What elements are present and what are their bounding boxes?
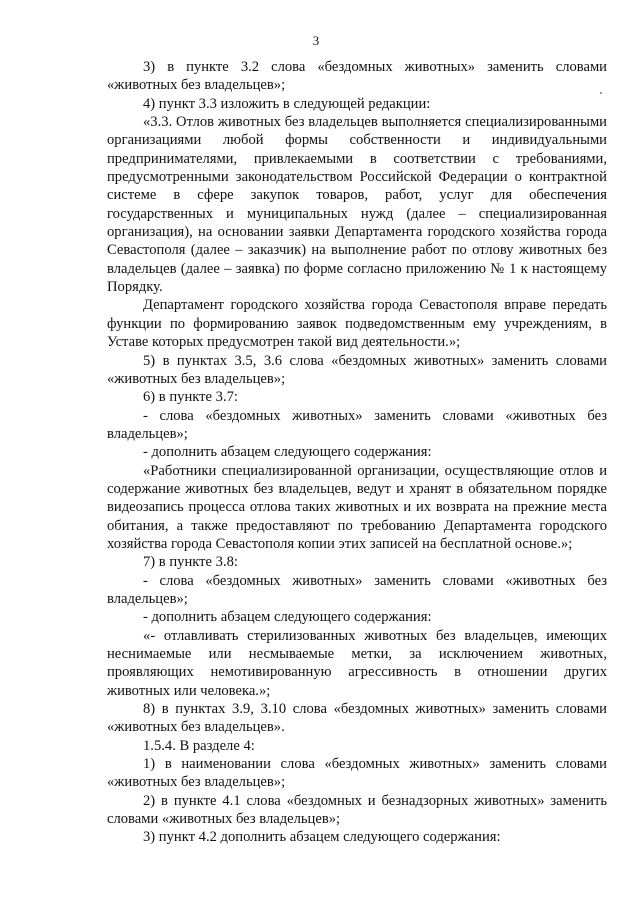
paragraph: 6) в пункте 3.7: [143, 389, 238, 406]
paragraph: - дополнить абзацем следующего содержания: [143, 444, 432, 461]
paragraph: 1) в наименовании слова «бездомных животных» заменить словами «животных без владельцев»; [107, 756, 607, 791]
paragraph: 5) в пунктах 3.5, 3.6 слова «бездомных животных» заменить словами «животных без владельцев»; [107, 352, 607, 387]
paragraph: «3.3. Отлов животных без владельцев выполняется специализированными организациями любой формы собственности и индивидуальными предпринимателями, привлекаемыми в соответствии с требованиями, предусмотренными законодательством Российской Федерации о контрактной системе в сфере закупок товаров, работ, услуг для обеспечения государственных и муниципальных нужд (далее – специализированная организация), на основании заявки Департамента городского хозяйства города Севастополя (далее – заказчик) на выполнение работ по отлову животных без владельцев (далее – заявка) по форме согласно приложению № 1 к настоящему Порядку. [107, 114, 607, 296]
paragraph: - слова «бездомных животных» заменить словами «животных без владельцев»; [107, 572, 607, 607]
paragraph: 2) в пункте 4.1 слова «бездомных и безнадзорных животных» заменить словами «животных без владельцев»; [107, 792, 607, 828]
paragraph: «- отлавливать стерилизованных животных без владельцев, имеющих неснимаемые или несмываемые метки, за исключением животных, проявляющих немотивированную агрессивность в отношении других животных или человека.»; [107, 627, 607, 699]
paragraph: 3) в пункте 3.2 слова «бездомных животных» заменить словами «животных без владельцев»; [107, 59, 607, 94]
paragraph: 7) в пункте 3.8: [143, 554, 238, 571]
paragraph: - дополнить абзацем следующего содержания: [143, 609, 432, 626]
paragraph: «Работники специализированной организации, осуществляющие отлов и содержание животных без владельцев, ведут и хранят в обязательном порядке видеозапись процесса отлова таких животных и их возврата на прежние места обитания, а также предоставляют по требованию Департамента городского хозяйства города Севастополя копии этих записей на бесплатной основе.»; [107, 462, 607, 552]
paragraph: - слова «бездомных животных» заменить словами «животных без владельцев»; [107, 407, 607, 442]
paragraph: 8) в пунктах 3.9, 3.10 слова «бездомных животных» заменить словами «животных без владельцев». [107, 701, 607, 736]
page-number: 3 [312, 33, 320, 48]
paragraph: 1.5.4. В разделе 4: [143, 737, 255, 754]
paragraph: Департамент городского хозяйства города Севастополя вправе передать функции по формированию заявок подведомственным ему учреждениям, в Уставе которых предусмотрен такой вид деятельности.»; [107, 297, 607, 351]
paragraph: 4) пункт 3.3 изложить в следующей редакции: [143, 95, 431, 112]
paragraph: 3) пункт 4.2 дополнить абзацем следующего содержания: [143, 829, 501, 846]
document-body [107, 58, 607, 847]
